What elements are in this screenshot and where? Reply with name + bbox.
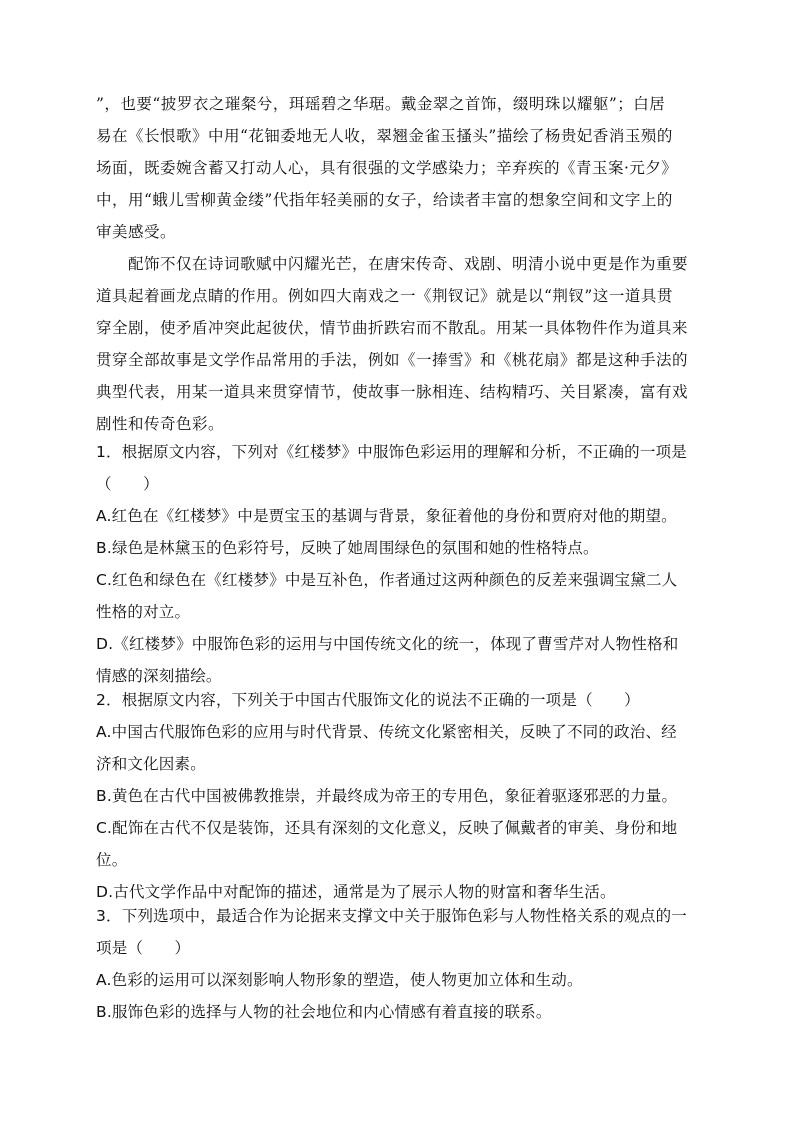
option-d: D.古代文学作品中对配饰的描述，通常是为了展示人物的财富和奢华生活。: [96, 883, 616, 901]
text-line: 穿全剧，使矛盾冲突此起彼伏，情节曲折跌宕而不散乱。用某一具体物件作为道具来: [96, 319, 689, 337]
passage-paragraph-2: [96, 248, 698, 440]
text-line: 剧性和传奇色彩。: [96, 415, 225, 433]
text-line: ”，也要“披罗衣之璀粲兮，珥瑶碧之华琚。戴金翠之首饰，缀明珠以耀躯”；白居: [96, 95, 666, 113]
question-3: [96, 900, 698, 1028]
option-d-continued: 情感的深刻描绘。: [96, 667, 222, 685]
text-line: 贯穿全部故事是文学作品常用的手法，例如《一捧雪》和《桃花扇》都是这种手法的: [96, 351, 689, 369]
option-c: C.配饰在古代不仅是装饰，还具有深刻的文化意义，反映了佩戴者的审美、身份和地: [96, 819, 678, 837]
question-stem: 1．根据原文内容，下列对《红楼梦》中服饰色彩运用的理解和分析，不正确的一项是: [96, 443, 687, 461]
option-a: A.色彩的运用可以深刻影响人物形象的塑造，使人物更加立体和生动。: [96, 971, 583, 989]
text-line: 易在《长恨歌》中用“花钿委地无人收，翠翘金雀玉搔头”描绘了杨贵妃香消玉殒的: [96, 127, 673, 145]
option-d: D.《红楼梦》中服饰色彩的运用与中国传统文化的统一，体现了曹雪芹对人物性格和: [96, 635, 679, 653]
text-line: 中，用“蛾儿雪柳黄金缕”代指年轻美丽的女子，给读者丰富的想象空间和文字上的: [96, 191, 673, 209]
text-line: 配饰不仅在诗词歌赋中闪耀光芒，在唐宋传奇、戏剧、明清小说中更是作为重要: [128, 255, 689, 273]
question-stem: 3．下列选项中，最适合作为论据来支撑文中关于服饰色彩与人物性格关系的观点的一: [96, 907, 687, 925]
option-a: A.中国古代服饰色彩的应用与时代背景、传统文化紧密相关，反映了不同的政治、经: [96, 723, 677, 741]
option-b: B.黄色在古代中国被佛教推崇，并最终成为帝王的专用色，象征着驱逐邪恶的力量。: [96, 787, 678, 805]
passage-paragraph-1: [96, 88, 698, 248]
question-stem-continued: 项是（ ）: [96, 939, 191, 957]
text-line: 典型代表，用某一道具来贯穿情节，使故事一脉相连、结构精巧、关目紧凑，富有戏: [96, 383, 689, 401]
option-a-continued: 济和文化因素。: [96, 755, 206, 773]
option-c: C.红色和绿色在《红楼梦》中是互补色，作者通过这两种颜色的反差来强调宝黛二人: [96, 571, 678, 589]
text-line: 审美感受。: [96, 223, 177, 241]
text-line: 道具起着画龙点睛的作用。例如四大南戏之一《荆钗记》就是以“荆钗”这一道具贯: [96, 287, 673, 305]
answer-blank: （ ）: [96, 475, 159, 493]
question-stem: 2．根据原文内容，下列关于中国古代服饰文化的说法不正确的一项是（ ）: [96, 691, 640, 709]
option-c-continued: 位。: [96, 851, 128, 869]
option-a: A.红色在《红楼梦》中是贾宝玉的基调与背景，象征着他的身份和贾府对他的期望。: [96, 507, 677, 525]
option-b: B.服饰色彩的选择与人物的社会地位和内心情感有着直接的联系。: [96, 1003, 552, 1021]
question-1: [96, 436, 698, 692]
option-c-continued: 性格的对立。: [96, 603, 191, 621]
option-b: B.绿色是林黛玉的色彩符号，反映了她周围绿色的氛围和她的性格特点。: [96, 539, 599, 557]
question-2: [96, 684, 698, 908]
text-line: 场面，既委婉含蓄又打动人心，具有很强的文学感染力；辛弃疾的《青玉案·元夕》: [96, 159, 678, 177]
